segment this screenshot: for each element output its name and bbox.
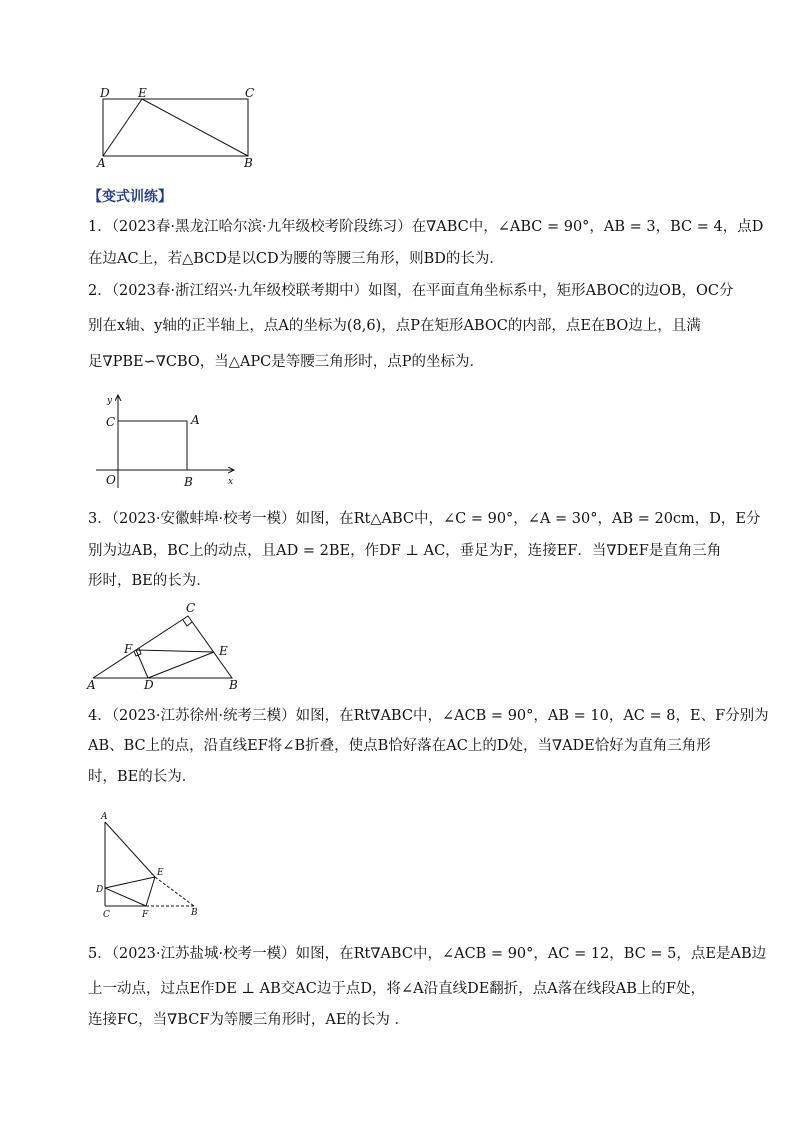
problem-2-line-3: 足∇PBE∽∇CBO，当△APC是等腰三角形时，点P的坐标为．: [88, 354, 485, 370]
fig3-label-C: C: [186, 601, 196, 615]
fig1-label-E: E: [138, 86, 147, 100]
fig2-label-y: y: [107, 396, 113, 406]
problem-2-line-2: 别在x轴、y轴的正半轴上，点A的坐标为(8,6)，点P在矩形ABOC的内部，点E在BO边上，且满: [88, 318, 701, 334]
fig1-label-C: C: [245, 86, 255, 100]
problem-5-line-1: 5．（2023·江苏盐城·校考一模）如图，在Rt∇ABC中，∠ACB = 90°，AC = 12，BC = 5，点E是AB边: [88, 946, 767, 962]
fig3-label-A: A: [87, 678, 96, 692]
fig3-label-D: D: [144, 678, 154, 692]
fig1-label-A: A: [97, 156, 106, 170]
fig3-label-F: F: [124, 642, 133, 656]
problem-3-line-1: 3．（2023·安徽蚌埠·校考一模）如图，在Rt△ABC中，∠C = 90°，∠A = 30°，AB = 20cm，D，E分: [88, 511, 761, 527]
fig1-label-B: B: [244, 156, 253, 170]
section-heading: 【变式训练】: [88, 189, 172, 205]
problem-4-line-1: 4．（2023·江苏徐州·统考三模）如图，在Rt∇ABC中，∠ACB = 90°，AB = 10，AC = 8，E、F分别为: [88, 708, 769, 724]
fig2-label-A: A: [191, 413, 200, 427]
problem-4-line-2: AB、BC上的点，沿直线EF将∠B折叠，使点B恰好落在AC上的D处，当∇ADE恰好为直角三角形: [88, 738, 711, 754]
fig3-label-E: E: [219, 644, 228, 658]
fig2-label-B: B: [184, 475, 193, 489]
problem-1-line-2: 在边AC上，若△BCD是以CD为腰的等腰三角形，则BD的长为．: [88, 251, 504, 267]
problem-5-line-3: 连接FC，当∇BCF为等腰三角形时，AE的长为 ．: [88, 1012, 410, 1028]
problem-3-line-3: 形时，BE的长为．: [88, 573, 211, 589]
fig4-label-C: C: [103, 910, 110, 920]
fig4-label-F: F: [142, 910, 149, 920]
fig4-label-A: A: [101, 812, 108, 822]
fig2-label-O: O: [106, 473, 116, 487]
fig2-label-x: x: [228, 477, 234, 487]
fig2-label-C: C: [106, 415, 116, 429]
fig4-label-E: E: [157, 868, 164, 878]
problem-1-line-1: 1．（2023春·黑龙江哈尔滨·九年级校考阶段练习）在∇ABC中，∠ABC = 90°，AB = 3，BC = 4，点D: [88, 219, 764, 235]
fig4-label-B: B: [191, 908, 198, 918]
fig3-label-B: B: [229, 678, 238, 692]
problem-5-line-2: 上一动点，过点E作DE ⊥ AB交AC边于点D，将∠A沿直线DE翻折，点A落在线段AB上的F处，: [88, 981, 705, 997]
problem-4-line-3: 时，BE的长为．: [88, 769, 197, 785]
problem-3-line-2: 别为边AB，BC上的动点，且AD = 2BE，作DF ⊥ AC，垂足为F，连接EF．当∇DEF是直角三角: [88, 543, 722, 559]
fig1-label-D: D: [100, 86, 110, 100]
problem-2-line-1: 2．（2023春·浙江绍兴·九年级校联考期中）如图，在平面直角坐标系中，矩形ABOC的边OB，OC分: [88, 283, 734, 299]
fig4-label-D: D: [96, 885, 104, 895]
